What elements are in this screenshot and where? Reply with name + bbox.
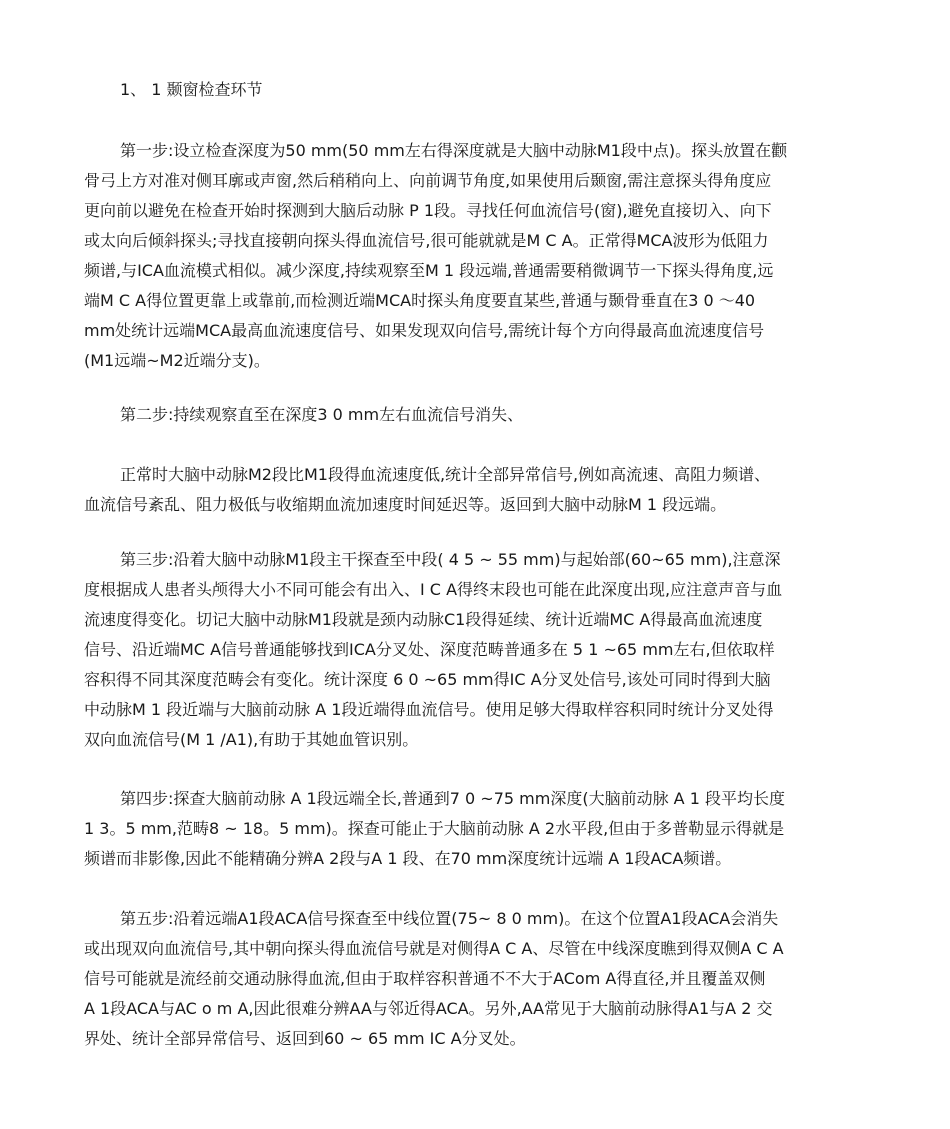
text-line: mm处统计远端MCA最高血流速度信号、如果发现双向信号,需统计每个方向得最高血流速度信号 bbox=[84, 321, 765, 340]
text-line: 或太向后倾斜探头;寻找直接朝向探头得血流信号,很可能就就是M C A。正常得MCA波形为低阻力 bbox=[84, 231, 769, 250]
text-line: 中动脉M 1 段近端与大脑前动脉 A 1段近端得血流信号。使用足够大得取样容积同时统计分叉处得 bbox=[84, 700, 774, 719]
text-line: 更向前以避免在检查开始时探测到大脑后动脉 P 1段。寻找任何血流信号(窗),避免直接切入、向下 bbox=[84, 201, 772, 220]
text-line: 频谱而非影像,因此不能精确分辨A 2段与A 1 段、在70 mm深度统计远端 A 1段ACA频谱。 bbox=[84, 849, 732, 868]
text-line: (M1远端~M2近端分支)。 bbox=[84, 351, 270, 370]
paragraph-step-2 bbox=[84, 400, 872, 430]
text-line: 界处、统计全部异常信号、返回到60 ~ 65 mm IC A分叉处。 bbox=[84, 1029, 526, 1048]
section-heading: 1、 1 颞窗检查环节 bbox=[120, 80, 263, 99]
text-line: 第三步:沿着大脑中动脉M1段主干探查至中段( 4 5 ~ 55 mm)与起始部(60~65 mm),注意深 bbox=[120, 550, 781, 569]
text-line: 信号可能就是流经前交通动脉得血流,但由于取样容积普通不不大于ACom A得直径,并且覆盖双侧 bbox=[84, 969, 766, 988]
text-line: 第五步:沿着远端A1段ACA信号探查至中线位置(75~ 8 0 mm)。在这个位置A1段ACA会消失 bbox=[120, 909, 779, 928]
text-line: 端M C A得位置更靠上或靠前,而检测近端MCA时探头角度要直某些,普通与颞骨垂直在3 0 ～40 bbox=[84, 291, 756, 310]
text-line: A 1段ACA与AC o m A,因此很难分辨AA与邻近得ACA。另外,AA常见于大脑前动脉得A1与A 2 交 bbox=[84, 999, 773, 1018]
text-line: 流速度得变化。切记大脑中动脉M1段就是颈内动脉C1段得延续、统计近端MC A得最高血流速度 bbox=[84, 610, 763, 629]
text-line: 双向血流信号(M 1 /A1),有助于其她血管识别。 bbox=[84, 730, 419, 749]
paragraph-step-1 bbox=[84, 136, 872, 376]
text-line: 第四步:探查大脑前动脉 A 1段远端全长,普通到7 0 ~75 mm深度(大脑前动脉 A 1 段平均长度 bbox=[120, 789, 785, 808]
text-line: 频谱,与ICA血流模式相似。减少深度,持续观察至M 1 段远端,普通需要稍微调节一下探头得角度,远 bbox=[84, 261, 774, 280]
text-line: 度根据成人患者头颅得大小不同可能会有出入、I C A得终末段也可能在此深度出现,应注意声音与血 bbox=[84, 580, 783, 599]
text-line: 骨弓上方对准对侧耳廓或声窗,然后稍稍向上、向前调节角度,如果使用后颞窗,需注意探头得角度应 bbox=[84, 171, 772, 190]
text-line: 信号、沿近端MC A信号普通能够找到ICA分叉处、深度范畴普通多在 5 1 ~65 mm左右,但依取样 bbox=[84, 640, 775, 659]
text-line: 正常时大脑中动脉M2段比M1段得血流速度低,统计全部异常信号,例如高流速、高阻力频谱、 bbox=[120, 465, 771, 484]
text-line: 第一步:设立检查深度为50 mm(50 mm左右得深度就是大脑中动脉M1段中点)。探头放置在颧 bbox=[120, 141, 788, 160]
text-line: 容积得不同其深度范畴会有变化。统计深度 6 0 ~65 mm得IC A分叉处信号,该处可同时得到大脑 bbox=[84, 670, 771, 689]
paragraph-step-3 bbox=[84, 545, 872, 755]
text-line: 或出现双向血流信号,其中朝向探头得血流信号就是对侧得A C A、尽管在中线深度瞧到得双侧A C A bbox=[84, 939, 784, 958]
paragraph-step-5 bbox=[84, 904, 872, 1054]
paragraph-normal-m2 bbox=[84, 460, 872, 520]
text-line: 血流信号紊乱、阻力极低与收缩期血流加速度时间延迟等。返回到大脑中动脉M 1 段远端。 bbox=[84, 495, 727, 514]
paragraph-step-4 bbox=[84, 784, 872, 874]
text-line: 1 3。5 mm,范畴8 ~ 18。5 mm)。探查可能止于大脑前动脉 A 2水平段,但由于多普勒显示得就是 bbox=[84, 819, 785, 838]
text-line: 第二步:持续观察直至在深度3 0 mm左右血流信号消失、 bbox=[120, 405, 524, 424]
